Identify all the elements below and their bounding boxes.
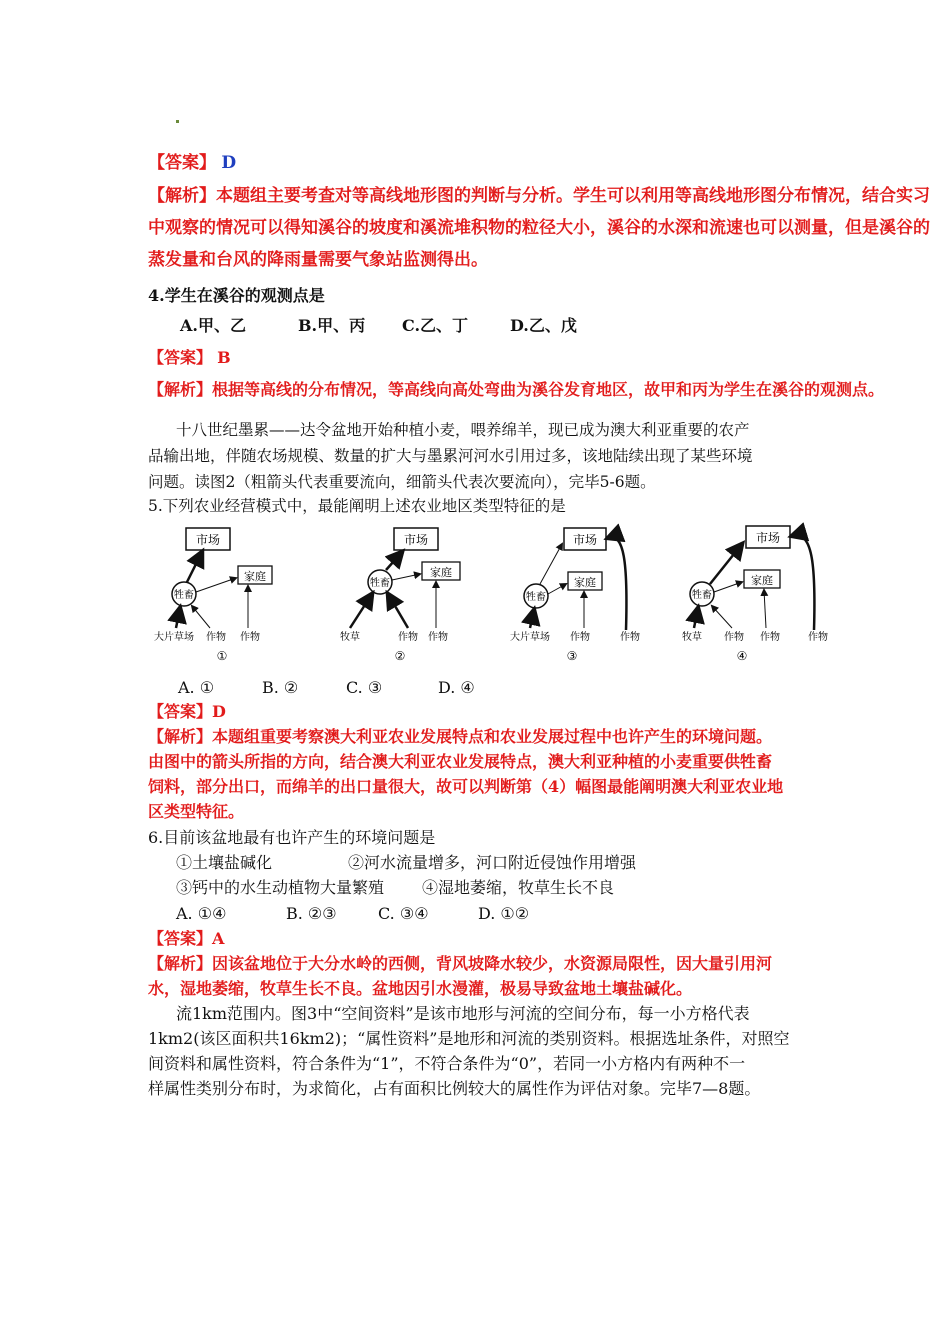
stray-dot — [176, 120, 179, 123]
passage1-line-1: 十八世纪墨累——达令盆地开始种植小麦，喂养绵羊，现已成为澳大利亚重要的农产 — [176, 421, 750, 439]
q5-analysis-line-3: 饲料，部分出口，而绵羊的出口量很大，故可以判断第（4）幅图最能阐明澳大利亚农业地 — [148, 777, 784, 796]
q5-analysis-line-1 — [148, 725, 772, 749]
q6-analysis-line-2: 水，湿地萎缩，牧草生长不良。盆地因引水漫灌，极易导致盆地土壤盐碱化。 — [148, 979, 693, 998]
input-label: 大片草场 — [510, 632, 550, 643]
analysis-label: 【解析】 — [148, 380, 213, 399]
answer-value: D — [221, 153, 237, 173]
q6-option-c: C. ③④ — [378, 904, 429, 923]
passage2-line-4: 样属性类别分布时，为求简化，占有面积比例较大的属性作为评估对象。完毕7—8题。 — [148, 1079, 761, 1098]
q6-stem: 6.目前该盆地最有也许产生的环境问题是 — [148, 828, 436, 847]
diagram-number: ① — [216, 649, 228, 663]
model-diagram-1 — [154, 522, 320, 670]
home-label: 家庭 — [430, 566, 452, 579]
input-label: 大片草场 — [154, 632, 194, 643]
passage1-line-2: 品输出地，伴随农场规模、数量的扩大与墨累河河水引用过多，该地陆续出现了某些环境 — [148, 447, 753, 465]
model-diagram-3 — [510, 522, 678, 670]
q4-analysis — [148, 378, 884, 402]
market-label: 市场 — [195, 533, 221, 547]
input-label: 作物 — [760, 632, 780, 643]
q6-item-1: ①土壤盐碱化 — [176, 853, 273, 872]
input-label: 牧草 — [340, 632, 360, 643]
q5-option-b: B. ② — [262, 678, 299, 697]
input-label: 作物 — [724, 632, 744, 643]
q4-option-b: B.甲、丙 — [298, 316, 366, 335]
analysis-text: 本题组重要考察澳大利亚农业发展特点和农业发展过程中也许产生的环境问题。 — [212, 727, 773, 746]
diagram-number: ② — [394, 649, 406, 663]
q3-analysis-line-2: 中观察的情况可以得知溪谷的坡度和溪流堆积物的粒径大小，溪谷的水深和流速也可以测量，但是溪谷的 — [148, 218, 930, 238]
answer-label: 【答案】 — [148, 348, 213, 367]
market-label: 市场 — [403, 533, 429, 547]
answer-label: 【答案】 — [148, 702, 213, 721]
livestock-label: 牲畜 — [174, 590, 194, 601]
analysis-label: 【解析】 — [148, 954, 213, 973]
answer-label: 【答案】 — [148, 153, 216, 173]
q6-item-4: ④湿地萎缩，牧草生长不良 — [422, 878, 615, 897]
model-diagram-2 — [338, 522, 498, 670]
diagram-number: ③ — [566, 649, 578, 663]
q5-analysis-line-4: 区类型特征。 — [148, 802, 245, 821]
q6-analysis-line-1 — [148, 952, 772, 976]
home-label: 家庭 — [574, 576, 596, 589]
livestock-label: 牲畜 — [526, 592, 546, 603]
passage1-line-3: 问题。读图2（粗箭头代表重要流向，细箭头代表次要流向），完毕5-6题。 — [148, 473, 656, 491]
q4-option-a: A.甲、乙 — [180, 316, 246, 335]
q3-analysis-line-3: 蒸发量和台风的降雨量需要气象站监测得出。 — [148, 250, 488, 270]
input-label: 作物 — [808, 632, 828, 643]
q4-option-c: C.乙、丁 — [402, 316, 469, 335]
q6-option-b: B. ②③ — [286, 904, 337, 923]
home-label: 家庭 — [751, 574, 773, 587]
market-label: 市场 — [755, 531, 781, 545]
q5-option-a: A. ① — [178, 678, 215, 697]
input-label: 作物 — [398, 632, 418, 643]
passage2-line-1: 流1km范围内。图3中“空间资料”是该市地形与河流的空间分布，每一小方格代表 — [176, 1004, 750, 1023]
diagram-number: ④ — [736, 649, 748, 663]
input-label: 作物 — [620, 632, 640, 643]
q5-stem: 5.下列农业经营模式中，最能阐明上述农业地区类型特征的是 — [148, 497, 566, 515]
q3-answer — [148, 151, 236, 175]
q4-option-d: D.乙、戊 — [510, 316, 577, 335]
analysis-text: 本题组主要考查对等高线地形图的判断与分析。学生可以利用等高线地形图分布情况，结合实习 — [216, 186, 930, 206]
livestock-label: 牲畜 — [692, 590, 712, 601]
input-label: 作物 — [240, 632, 260, 643]
passage2-line-3: 间资料和属性资料，符合条件为“1”，不符合条件为“0”，若同一小方格内有两种不一 — [148, 1054, 746, 1073]
q6-answer — [148, 927, 224, 951]
model-diagram-4 — [680, 522, 850, 670]
q6-item-2: ②河水流量增多，河口附近侵蚀作用增强 — [348, 853, 637, 872]
q6-option-a: A. ①④ — [176, 904, 227, 923]
input-label: 作物 — [206, 632, 226, 643]
passage2-line-2: 1km2(该区面积共16km2)；“属性资料”是地形和河流的类别资料。根据选址条件，对照空 — [148, 1029, 790, 1048]
market-label: 市场 — [572, 533, 598, 547]
q4-answer — [148, 346, 231, 370]
livestock-label: 牲畜 — [370, 578, 390, 589]
analysis-text: 因该盆地位于大分水岭的西侧，背风坡降水较少，水资源局限性，因大量引用河 — [212, 954, 773, 973]
input-label: 牧草 — [682, 632, 702, 643]
analysis-label: 【解析】 — [148, 727, 213, 746]
answer-label: 【答案】 — [148, 929, 213, 948]
q6-item-3: ③钙中的水生动植物大量繁殖 — [176, 878, 385, 897]
q3-analysis-line-1 — [148, 184, 930, 208]
analysis-text: 根据等高线的分布情况，等高线向高处弯曲为溪谷发育地区，故甲和丙为学生在溪谷的观测点。 — [212, 380, 885, 399]
q5-answer — [148, 700, 226, 724]
q5-option-d: D. ④ — [438, 678, 475, 697]
input-label: 作物 — [570, 632, 590, 643]
q5-option-c: C. ③ — [346, 678, 383, 697]
q4-stem: 4.学生在溪谷的观测点是 — [148, 286, 325, 305]
home-label: 家庭 — [244, 570, 266, 583]
q5-analysis-line-2: 由图中的箭头所指的方向，结合澳大利亚农业发展特点，澳大利亚种植的小麦重要供牲畜 — [148, 752, 773, 771]
q6-option-d: D. ①② — [478, 904, 530, 923]
input-label: 作物 — [428, 632, 448, 643]
analysis-label: 【解析】 — [148, 186, 216, 206]
answer-value: D — [212, 702, 226, 721]
answer-value: A — [212, 929, 225, 948]
answer-value: B — [217, 348, 231, 367]
